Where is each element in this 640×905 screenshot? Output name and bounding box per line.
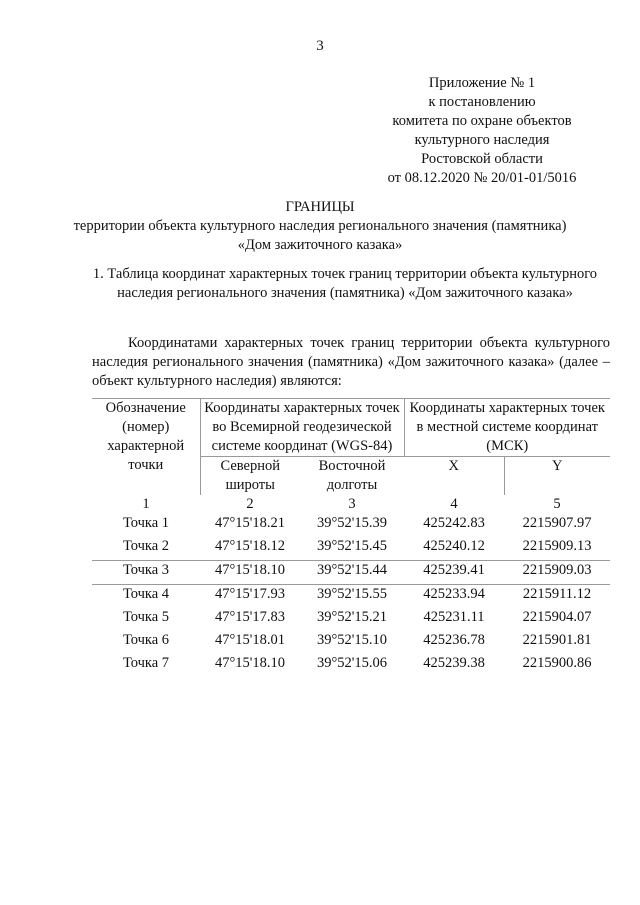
appendix-line: от 08.12.2020 № 20/01-01/5016 xyxy=(387,170,577,186)
page-number: 3 xyxy=(316,38,324,54)
header-y: Y xyxy=(504,457,610,496)
table-row xyxy=(92,585,610,609)
y-cell: 2215907.97 xyxy=(522,515,592,531)
coordinates-table xyxy=(92,398,610,677)
title-line: территории объекта культурного наследия регионального значения (памятника) xyxy=(73,218,567,234)
column-number: 1 xyxy=(142,496,150,512)
table-row xyxy=(92,537,610,561)
longitude-cell: 39°52'15.39 xyxy=(316,515,388,531)
point-label: Точка 7 xyxy=(122,655,170,671)
latitude-cell: 47°15'18.10 xyxy=(214,655,286,671)
point-label: Точка 4 xyxy=(92,585,200,609)
y-cell: 2215909.13 xyxy=(522,538,592,554)
header-wgs84: Координаты характерных точек во Всемирной геодезической системе координат (WGS-84) xyxy=(200,399,404,457)
table-row xyxy=(92,608,610,631)
latitude-cell: 47°15'18.10 xyxy=(200,561,300,585)
longitude-cell: 39°52'15.44 xyxy=(300,561,404,585)
table-row xyxy=(92,561,610,585)
table-row xyxy=(92,654,610,677)
longitude-cell: 39°52'15.45 xyxy=(316,538,388,554)
header-msk: Координаты характерных точек в местной системе координат (МСК) xyxy=(404,399,610,457)
longitude-cell: 39°52'15.10 xyxy=(316,632,388,648)
latitude-cell: 47°15'17.83 xyxy=(214,609,286,625)
section-heading: 1. Таблица координат характерных точек границ территории объекта культурного наследия регионального значения (памятника) «Дом зажиточного казака» xyxy=(92,266,598,301)
x-cell: 425240.12 xyxy=(423,538,485,554)
point-label: Точка 1 xyxy=(122,515,170,531)
x-cell: 425233.94 xyxy=(404,585,504,609)
header-north-latitude: Северной широты xyxy=(220,458,280,493)
title-line: «Дом зажиточного казака» xyxy=(237,237,403,253)
x-cell: 425239.41 xyxy=(404,561,504,585)
intro-paragraph: Координатами характерных точек границ территории объекта культурного наследия регионального значения (памятника) «Дом зажиточного казака» (далее – объект культурного наследия) являются: xyxy=(92,335,610,389)
longitude-cell: 39°52'15.06 xyxy=(316,655,388,671)
appendix-line: к постановлению xyxy=(428,94,536,110)
column-number: 2 xyxy=(246,496,254,512)
column-number: 4 xyxy=(450,496,458,512)
header-x: X xyxy=(448,458,459,474)
title-heading: ГРАНИЦЫ xyxy=(285,199,355,215)
x-cell: 425242.83 xyxy=(423,515,485,531)
longitude-cell: 39°52'15.55 xyxy=(300,585,404,609)
appendix-block xyxy=(352,74,612,188)
table-row xyxy=(92,514,610,537)
y-cell: 2215909.03 xyxy=(504,561,610,585)
document-title xyxy=(0,198,640,255)
latitude-cell: 47°15'18.12 xyxy=(214,538,286,554)
header-east-longitude: Восточной долготы xyxy=(318,458,386,493)
point-label: Точка 3 xyxy=(92,561,200,585)
point-label: Точка 2 xyxy=(122,538,170,554)
y-cell: 2215904.07 xyxy=(522,609,592,625)
column-number: 3 xyxy=(348,496,356,512)
appendix-line: культурного наследия xyxy=(414,132,550,148)
y-cell: 2215900.86 xyxy=(522,655,592,671)
point-label: Точка 6 xyxy=(122,632,170,648)
y-cell: 2215901.81 xyxy=(522,632,592,648)
appendix-line: Приложение № 1 xyxy=(428,75,536,91)
appendix-line: комитета по охране объектов xyxy=(392,113,572,129)
x-cell: 425239.38 xyxy=(423,655,485,671)
y-cell: 2215911.12 xyxy=(504,585,610,609)
latitude-cell: 47°15'17.93 xyxy=(200,585,300,609)
latitude-cell: 47°15'18.01 xyxy=(214,632,286,648)
column-number: 5 xyxy=(553,496,561,512)
longitude-cell: 39°52'15.21 xyxy=(316,609,388,625)
header-point-designation: Обозначение (номер) характерной точки xyxy=(92,399,200,496)
appendix-line: Ростовской области xyxy=(421,151,543,167)
x-cell: 425231.11 xyxy=(423,609,485,625)
latitude-cell: 47°15'18.21 xyxy=(214,515,286,531)
x-cell: 425236.78 xyxy=(423,632,485,648)
table-row xyxy=(92,631,610,654)
point-label: Точка 5 xyxy=(122,609,170,625)
